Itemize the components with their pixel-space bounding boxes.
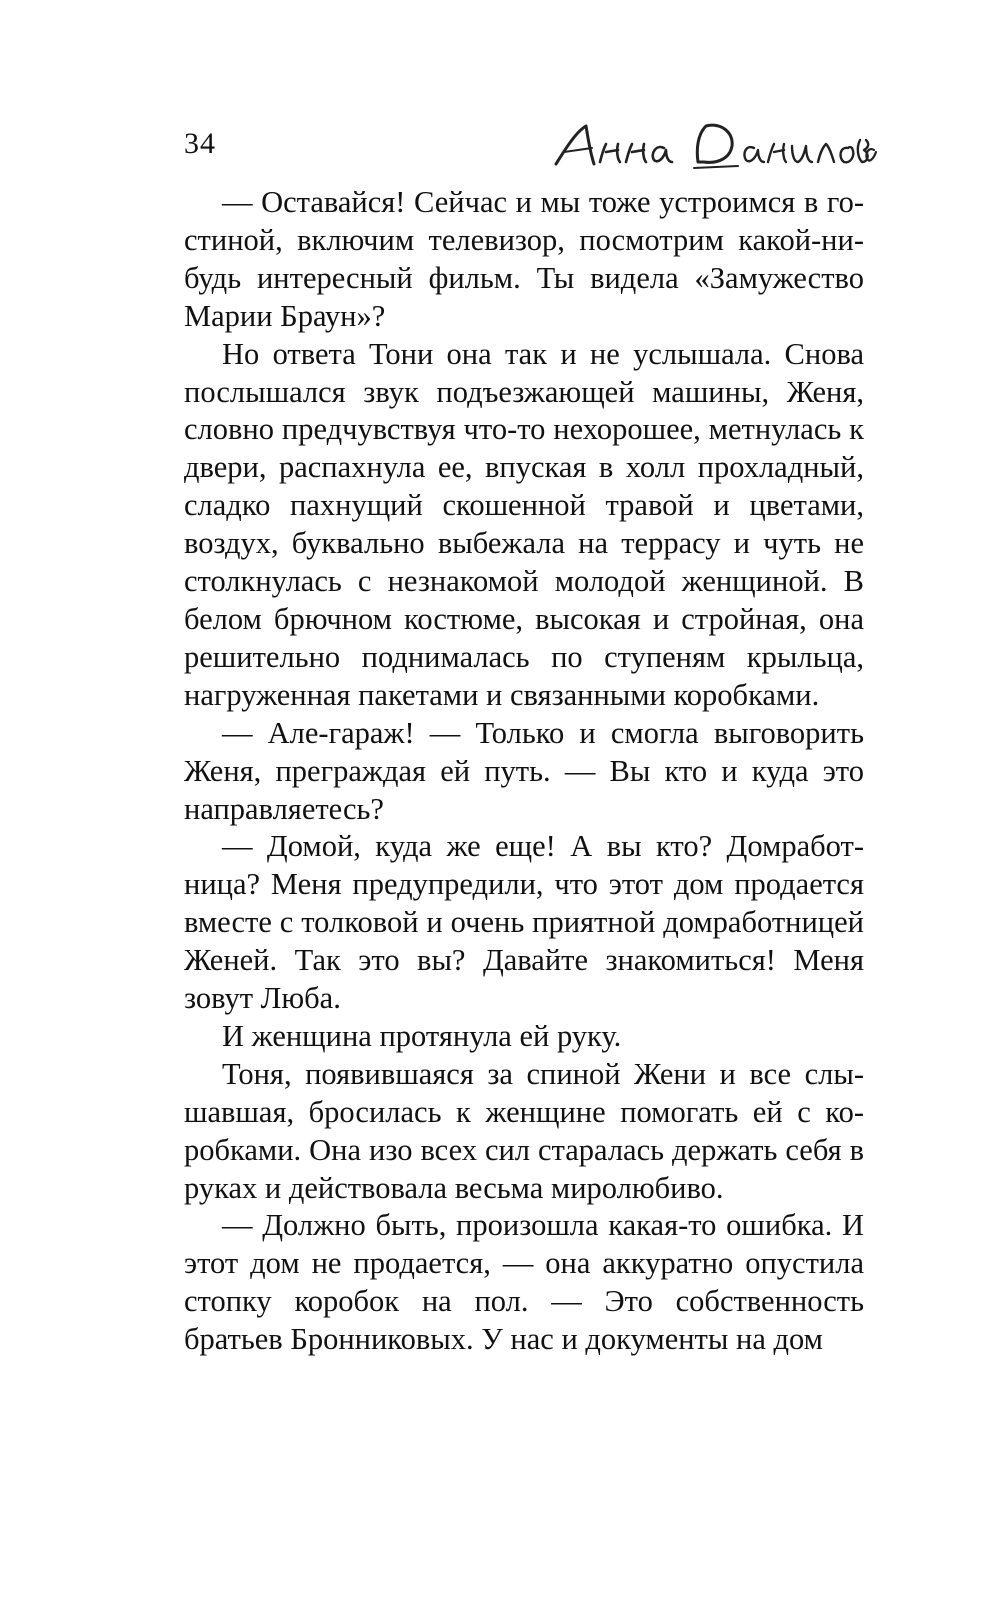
author-name-logo	[548, 118, 878, 178]
paragraph: — Домой, куда же еще! А вы кто? Домработница? Меня предупредили, что этот дом продается вместе с толковой и очень приятной домработницей Женей. Так это вы? Давайте знакомиться! Меня зовут Люба.	[184, 829, 864, 1016]
running-header	[184, 118, 884, 188]
paragraph: Тоня, появившаяся за спиной Жени и все слышавшая, бросилась к женщине помогать ей с коробками. Она изо всех сил старалась держать себя в руках и действовала весьма миролюбиво.	[184, 1056, 864, 1205]
paragraph: — Оставайся! Сейчас и мы тоже устроимся в гостиной, включим телевизор, посмотрим какой-нибудь интересный фильм. Ты видела «Замужество Марии Браун»?	[184, 185, 864, 333]
paragraph: И женщина протянула ей руку.	[222, 1018, 622, 1053]
paragraph: Но ответа Тони она так и не услышала. Снова послышался звук подъезжающей машины, Женя, словно предчувствуя что-то нехорошее, метнулась к двери, распахнула ее, впуская в холл прохладный, сладко пахнущий скошенной травой и цветами, воздух, буквально выбежала на террасу и чуть не столкнулась с незнакомой молодой женщиной. В белом брючном костюме, высокая и стройная, она решительно поднималась по ступеням крыльца, нагруженная пакетами и связанными коробками.	[184, 336, 864, 712]
paragraph: — Але-гараж! — Только и смогла выговорить Женя, преграждая ей путь. — Вы кто и куда это направляетесь?	[184, 715, 864, 826]
body-text	[184, 184, 864, 1359]
paragraph: — Должно быть, произошла какая-то ошибка. И этот дом не продается, — она аккуратно опустила стопку коробок на пол. — Это собственность братьев Бронниковых. У нас и документы на дом	[184, 1208, 864, 1357]
page-number: 34	[184, 127, 216, 160]
